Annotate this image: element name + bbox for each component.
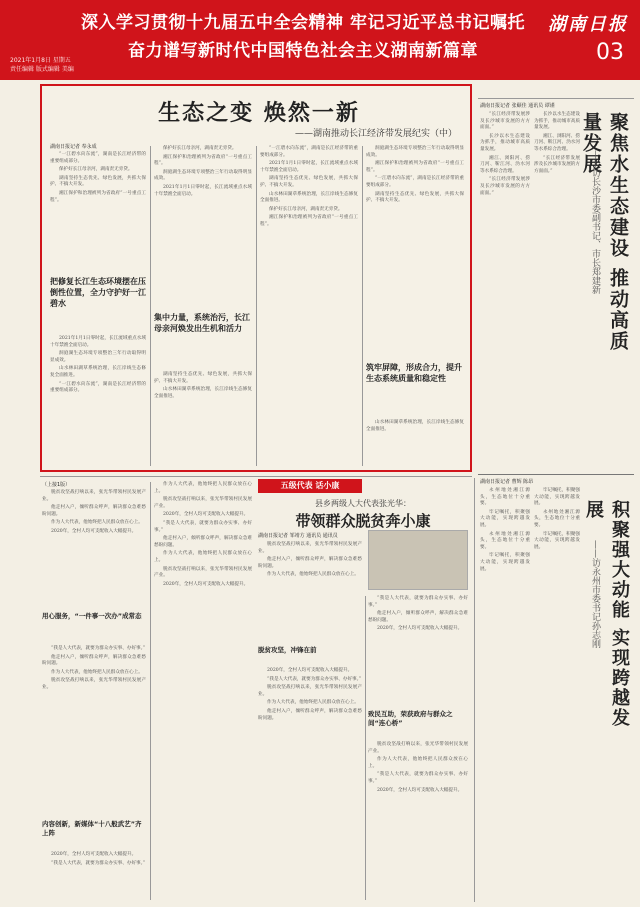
paragraph: 2020年，全村人均可支配收入大幅提升。 xyxy=(51,852,137,857)
story-column-1b xyxy=(258,668,362,900)
column-divider xyxy=(256,146,257,466)
paragraph: 长沙以水生态建设为抓手，推动城市高质量发展。 xyxy=(480,133,530,152)
column-badge: 五级代表 话小康 xyxy=(258,479,362,493)
continued-from-page-1: （上接1版） xyxy=(42,482,71,488)
masthead-slogan-line1: 深入学习贯彻十九届五中全会精神 牢记习近平总书记嘱托 xyxy=(81,13,525,33)
story-column-2 xyxy=(368,596,468,706)
paragraph: 湖南坚持生态优先、绿色发展，共抓大保护、不搞大开发。 xyxy=(154,372,252,384)
paragraph: 湘江保护和治理被列为省政府“一号重点工程”。 xyxy=(260,215,358,227)
feature-column-2 xyxy=(154,146,252,306)
feature-column-4 xyxy=(366,146,464,356)
paragraph: 保护好长江母亲河，湖南责无旁贷。 xyxy=(59,167,133,173)
paragraph: “我是人大代表，就要为群众办实事、办好事。” xyxy=(154,520,252,533)
sidebar-bottom-subtitle: ——访永州市委书记孙志刚 xyxy=(590,540,600,648)
masthead-slogan-line2: 奋力谱写新时代中国特色社会主义湖南新篇章 xyxy=(128,41,478,61)
sidebar-bottom-column-1 xyxy=(480,488,530,898)
sidebar-top-column-2 xyxy=(534,112,580,462)
paragraph: 2020年，全村人均可支配收入大幅提升。 xyxy=(377,787,463,793)
story-byline: 湖南日报记者 邹靖方 通讯员 通讯员 xyxy=(258,533,338,539)
paragraph: 山水林田湖草系统治理，长江岸线生态修复全面推进。 xyxy=(260,191,358,204)
feature-column-1 xyxy=(50,152,146,272)
paragraph: 洞庭湖生态环境专项整治三年行动取得明显成效。 xyxy=(50,351,146,363)
lower-column-2 xyxy=(154,482,252,900)
column-divider xyxy=(150,482,151,900)
lower-left-subhead-1: 用心服务，“一件事一次办”成常态 xyxy=(42,612,142,620)
paragraph: 长沙以水生态建设为抓手，推动城市高质量发展。 xyxy=(534,112,580,131)
paragraph: 保护好长江母亲河，湖南责无旁贷。 xyxy=(269,206,343,212)
paragraph: 作为人大代表，他始终把人民群众放在心上。 xyxy=(267,700,359,706)
paragraph: 脱贫攻坚战打响以来，张光华带领村民发展产业。 xyxy=(368,742,468,754)
column-divider xyxy=(150,146,151,466)
paragraph: 山水林田湖草系统治理，长江岸线生态修复全面推进。 xyxy=(154,387,252,399)
lower-left-column-1 xyxy=(42,490,146,608)
paragraph: 洞庭湖生态环境专项整治三年行动取得明显成效。 xyxy=(366,146,464,158)
feature-subhead-3: 筑牢屏障，形成合力，提升生态系统质量和稳定性 xyxy=(366,363,462,383)
paragraph: 他走村入户，倾听群众呼声，解决群众急难愁盼问题。 xyxy=(154,536,252,548)
paragraph: 山水林田湖草系统治理，长江岸线生态修复全面推进。 xyxy=(50,366,146,378)
paragraph: 2021年1月1日零时起，长江流域重点水域十年禁渔全面启动。 xyxy=(260,161,358,173)
paragraph: 湖南坚持生态优先、绿色发展，共抓大保护、不搞大开发。 xyxy=(50,175,146,188)
column-divider xyxy=(474,478,475,902)
paragraph: 永州地处湘江源头，生态地位十分重要。 xyxy=(534,509,580,528)
paragraph: 脱贫攻坚战打响以来，张光华带领村民发展产业。 xyxy=(154,497,252,509)
paragraph: “长江经济带发展涉及长沙城市发展的方方面面。” xyxy=(534,155,580,174)
paragraph: 山水林田湖草系统治理，长江岸线生态修复全面推进。 xyxy=(366,420,464,432)
paragraph: “长江经济带发展涉及长沙城市发展的方方面面。” xyxy=(480,112,530,131)
paragraph: “我是人大代表，就要为群众办实事、办好事。” xyxy=(51,860,146,866)
paragraph: “我是人大代表，就要为群众办实事、办好事。” xyxy=(51,646,146,651)
paragraph: 牢记嘱托，积聚强大动能，实现跨越发展。 xyxy=(534,531,580,550)
issue-date: 2021年1月8日 星期五 xyxy=(10,57,71,64)
feature-subhead-2: 集中力量，系统治污，长江母亲河焕发出生机和活力 xyxy=(154,313,250,333)
paragraph: 牢记嘱托，积聚强大动能，实现跨越发展。 xyxy=(480,553,530,572)
sidebar-top-byline: 湖南日报记者 张颐佳 通讯员 谭谨 xyxy=(480,103,555,109)
paragraph: 湖南坚持生态优先、绿色发展，共抓大保护、不搞大开发。 xyxy=(260,176,358,188)
sidebar-top-title: 聚焦水生态建设 推动高质量发展 xyxy=(580,112,629,352)
paragraph: 作为人大代表，他始终把人民群众放在心上。 xyxy=(154,482,252,494)
paragraph: 2020年，全村人均可支配收入大幅提升。 xyxy=(377,626,463,632)
feature-column-2b xyxy=(154,372,252,466)
column-divider xyxy=(362,146,363,466)
paragraph: 永州地处湘江源头，生态地位十分重要。 xyxy=(480,488,530,507)
paragraph: 洞庭湖生态环境专项整治三年行动取得明显成效。 xyxy=(154,169,252,182)
paragraph: 牢记嘱托，积聚强大动能，实现跨越发展。 xyxy=(480,509,530,528)
sidebar-top-column-1 xyxy=(480,112,530,462)
sidebar-top-subtitle: ——访长沙市委副书记、市长郑建新 xyxy=(590,150,600,294)
feature-column-4b xyxy=(366,420,464,466)
feature-article xyxy=(40,84,472,472)
paragraph: 2020年，全村人均可支配收入大幅提升。 xyxy=(163,581,249,587)
sidebar-bottom-title: 积聚强大动能 实现跨越发展 xyxy=(583,500,630,729)
paragraph: “一江碧水向东流”，湖南是长江经济带的重要组成部分。 xyxy=(260,146,358,158)
paragraph: 2021年1月1日零时起，长江流域重点水域十年禁渔全面启动。 xyxy=(50,336,146,348)
paragraph: 他走村入户，倾听群众呼声，解决群众急难愁盼问题。 xyxy=(258,708,362,721)
paragraph: 他走村入户，倾听群众呼声，解决群众急难愁盼问题。 xyxy=(42,505,146,517)
paragraph: 牢记嘱托，积聚强大动能，实现跨越发展。 xyxy=(534,488,580,507)
feature-column-1b xyxy=(50,336,146,466)
section-rule xyxy=(40,476,472,477)
paragraph: “我是人大代表，就要为群众办实事、办好事。” xyxy=(368,596,468,608)
story-subhead-2: 致民互助，荣获政府与群众之间“连心桥” xyxy=(368,710,453,727)
feature-column-3 xyxy=(260,146,358,466)
lower-left-column-3 xyxy=(42,852,146,902)
newspaper-logo: 湖南日报 xyxy=(548,14,628,35)
paragraph: 脱贫攻坚战打响以来，张光华带领村民发展产业。 xyxy=(42,678,146,690)
paragraph: 作为人大代表，他始终把人民群众放在心上。 xyxy=(51,669,143,675)
feature-headline: 生态之变 焕然一新 xyxy=(158,101,360,126)
paragraph: “一江碧水向东流”，湖南是长江经济带的重要组成部分。 xyxy=(50,152,146,164)
paragraph: 湘江保护和治理被列为省政府“一号重点工程”。 xyxy=(50,190,146,203)
paragraph: 2020年，全村人均可支配收入大幅提升。 xyxy=(267,668,353,673)
paragraph: 2021年1月1日零时起，长江流域重点水域十年禁渔全面启动。 xyxy=(154,184,252,197)
paragraph: 2020年，全村人均可支配收入大幅提升。 xyxy=(51,528,137,534)
issue-meta xyxy=(10,56,140,74)
paragraph: 他走村入户，倾听群众呼声，解决群众急难愁盼问题。 xyxy=(368,611,468,623)
column-divider xyxy=(365,596,366,900)
paragraph: 永州地处湘江源头，生态地位十分重要。 xyxy=(480,531,530,550)
masthead-banner xyxy=(0,0,640,80)
paragraph: 湘江保护和治理被列为省政府“一号重点工程”。 xyxy=(366,161,464,173)
paragraph: 2020年，全村人均可支配收入大幅提升。 xyxy=(163,512,249,518)
story-headline: 带领群众脱贫奔小康 xyxy=(295,512,431,530)
story-photo xyxy=(368,530,468,590)
paragraph: 湘江、浏阳河、捞刀河、靳江河、沩水河等水系综合治理。 xyxy=(534,133,580,152)
feature-byline: 湖南日报记者 奉永成 xyxy=(50,144,97,150)
sidebar-rule xyxy=(478,98,634,99)
sidebar-divider xyxy=(478,474,634,475)
lower-left-column-2 xyxy=(42,646,146,816)
paragraph: 作为人大代表，他始终把人民群众放在心上。 xyxy=(154,551,252,563)
paragraph: 脱贫攻坚战打响以来，张光华带领村民发展产业。 xyxy=(258,542,362,554)
paragraph: “一江碧水向东流”，湖南是长江经济带的重要组成部分。 xyxy=(366,176,464,188)
feature-subhead-1: 把修复长江生态环境摆在压倒性位置，全力守护好一江碧水 xyxy=(50,277,146,308)
story-kicker: 县乡两级人大代表张光华： xyxy=(315,499,411,508)
paragraph: 他走村入户，倾听群众呼声，解决群众急难愁盼问题。 xyxy=(42,654,146,667)
paragraph: 湘江保护和治理被列为省政府“一号重点工程”。 xyxy=(154,154,252,167)
paragraph: “长江经济带发展涉及长沙城市发展的方方面面。” xyxy=(480,177,530,196)
story-column-2b xyxy=(368,742,468,900)
paragraph: “我是人大代表，就要为群众办实事、办好事。” xyxy=(267,676,362,682)
sidebar-bottom-byline: 湖南日报记者 曹辉 陈昂 xyxy=(480,479,534,485)
paragraph: 脱贫攻坚战打响以来，张光华带领村民发展产业。 xyxy=(154,566,252,579)
story-subhead-1: 脱贫攻坚，冲锋在前 xyxy=(258,646,317,654)
lower-left-subhead-2: 内容创新，新媒体“十八般武艺”齐上阵 xyxy=(42,820,142,837)
paragraph: 他走村入户，倾听群众呼声，解决群众急难愁盼问题。 xyxy=(258,557,362,569)
paragraph: 作为人大代表，他始终把人民群众放在心上。 xyxy=(368,757,468,769)
sidebar-bottom-column-2 xyxy=(534,488,580,898)
issue-editors: 责任编辑 版式编辑 美编 xyxy=(10,66,74,73)
paragraph: 湖南坚持生态优先、绿色发展，共抓大保护、不搞大开发。 xyxy=(366,191,464,204)
paragraph: 湘江、浏阳河、捞刀河、靳江河、沩水河等水系综合治理。 xyxy=(480,155,530,174)
paragraph: 脱贫攻坚战打响以来，张光华带领村民发展产业。 xyxy=(258,685,362,697)
paragraph: 脱贫攻坚战打响以来，张光华带领村民发展产业。 xyxy=(42,490,146,502)
story-column-1 xyxy=(258,542,362,642)
paragraph: 作为人大代表，他始终把人民群众放在心上。 xyxy=(51,520,143,526)
feature-subheadline: ——湖南推动长江经济带发展纪实（中） xyxy=(294,129,457,139)
paragraph: “一江碧水向东流”，湖南是长江经济带的重要组成部分。 xyxy=(50,381,146,394)
paragraph: 作为人大代表，他始终把人民群众放在心上。 xyxy=(267,572,359,578)
paragraph: 保护好长江母亲河，湖南责无旁贷。 xyxy=(163,146,237,151)
paragraph: “我是人大代表，就要为群众办实事、办好事。” xyxy=(368,772,468,784)
page-number: 03 xyxy=(596,40,624,65)
